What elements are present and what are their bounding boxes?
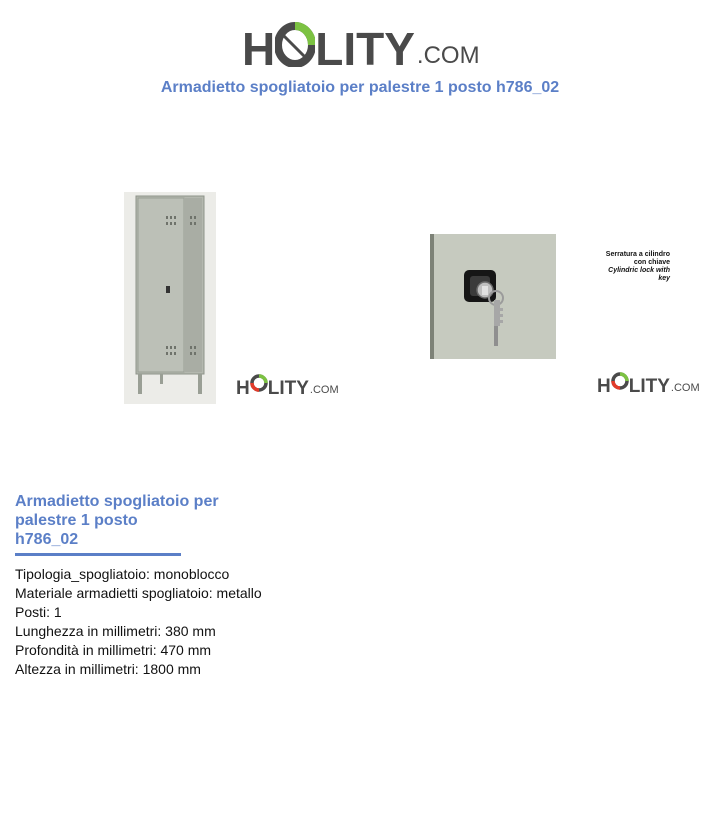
logo-o-icon	[250, 373, 268, 398]
logo-letters-lity: LITY	[628, 376, 670, 397]
holity-logo[interactable]	[242, 14, 480, 75]
logo-domain-suffix: .COM	[309, 384, 339, 396]
spec-item-lunghezza: Lunghezza in millimetri: 380 mm	[15, 623, 216, 639]
lock-caption	[606, 251, 670, 283]
spec-item-materiale: Materiale armadietti spogliatoio: metallo	[15, 585, 262, 601]
spec-item-tipologia: Tipologia_spogliatoio: monoblocco	[15, 566, 230, 582]
logo-domain-suffix: .COM	[670, 382, 700, 394]
logo-letter-h: H	[236, 378, 250, 399]
product-title	[15, 492, 255, 549]
lock-caption-english-line-1: Cylindric lock with	[608, 267, 670, 274]
product-specs-list	[15, 565, 262, 679]
logo-letter-h: H	[597, 376, 611, 397]
lock-caption-italian-line-2: con chiave	[633, 259, 670, 266]
lock-caption-italian-line-1: Serratura a cilindro	[605, 251, 670, 258]
page-title: Armadietto spogliatoio per palestre 1 posto h786_02	[160, 79, 560, 96]
lock-caption-english-line-2: key	[658, 275, 670, 282]
title-underline	[15, 553, 181, 556]
logo-domain-suffix: .COM	[416, 42, 480, 69]
spec-item-altezza: Altezza in millimetri: 1800 mm	[15, 661, 201, 677]
holity-watermark-logo	[597, 372, 700, 396]
cylinder-lock-illustration	[430, 234, 556, 359]
logo-letters-lity: LITY	[315, 23, 415, 75]
locker-illustration	[124, 192, 216, 404]
logo-letter-h: H	[242, 23, 276, 75]
product-title-line-1: Armadietto spogliatoio per	[15, 493, 219, 510]
holity-watermark-logo	[236, 374, 339, 398]
logo-letters-lity: LITY	[267, 378, 309, 399]
spec-item-posti: Posti: 1	[15, 604, 62, 620]
locker-product-image[interactable]	[124, 192, 216, 404]
logo-o-icon	[611, 371, 629, 396]
logo-o-icon	[275, 19, 315, 72]
product-title-line-2: palestre 1 posto	[15, 512, 138, 529]
product-title-line-3: h786_02	[15, 531, 79, 548]
spec-item-profondita: Profondità in millimetri: 470 mm	[15, 642, 212, 658]
cylinder-lock-image[interactable]	[430, 234, 556, 359]
